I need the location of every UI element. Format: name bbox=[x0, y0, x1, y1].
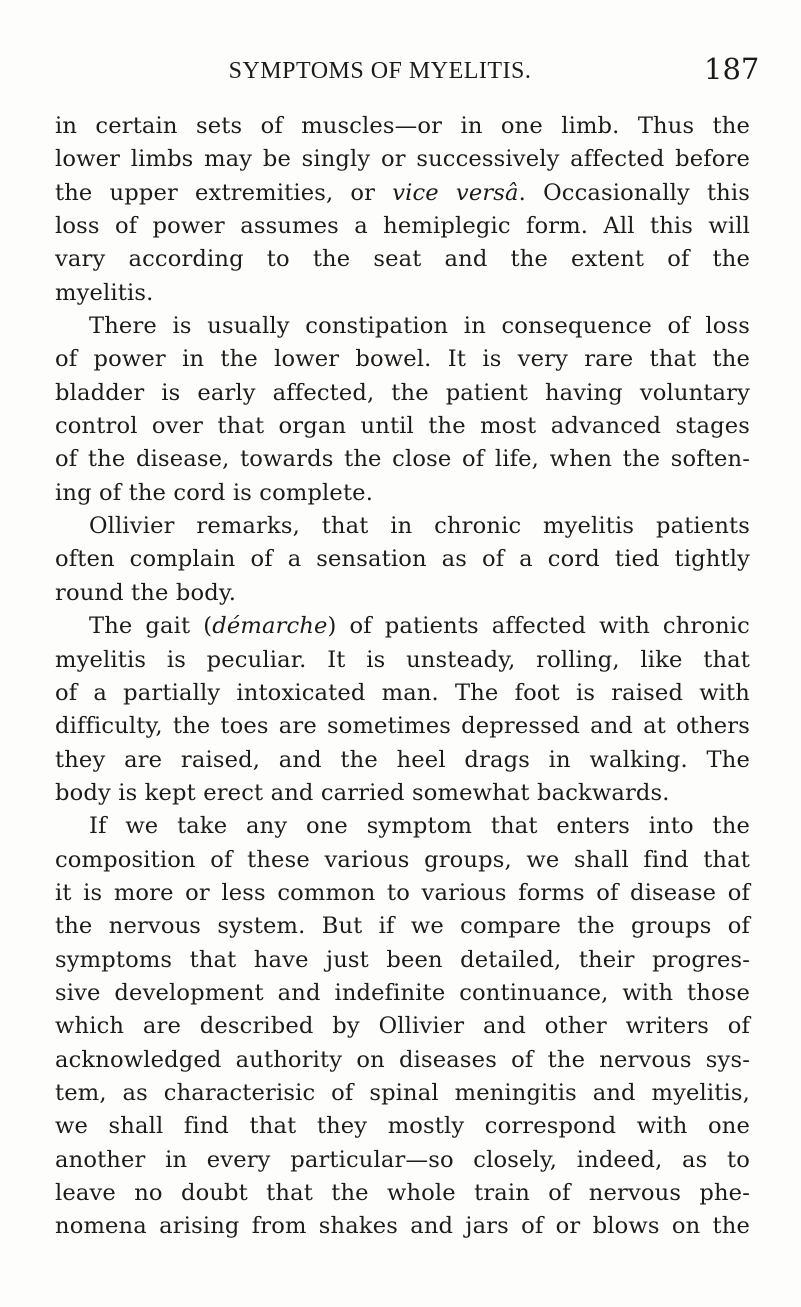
text-line: another in every particular—so closely, indeed, as to bbox=[55, 1146, 750, 1173]
paragraph-first-line bbox=[55, 610, 750, 643]
text-line: control over that organ until the most advanced stages bbox=[55, 413, 750, 440]
text-line: often complain of a sensation as of a cord tied tightly bbox=[55, 546, 750, 573]
italic-phrase: vice versâ bbox=[392, 179, 519, 206]
text-run: the upper extremities, or bbox=[55, 179, 393, 206]
text-line: the nervous system. But if we compare the groups of bbox=[55, 913, 750, 940]
running-title: SYMPTOMS OF MYELITIS. bbox=[228, 58, 532, 84]
text-line: vary according to the seat and the extent of the bbox=[55, 246, 750, 273]
paragraph-first-line: There is usually constipation in consequence of loss bbox=[89, 313, 750, 340]
text-line: they are raised, and the heel drags in walking. The bbox=[55, 746, 750, 773]
text-line: of power in the lower bowel. It is very rare that the bbox=[55, 346, 750, 373]
paragraph-first-line: Ollivier remarks, that in chronic myelitis patients bbox=[89, 513, 750, 540]
text-line: symptoms that have just been detailed, their progres- bbox=[55, 946, 750, 973]
text-line: in certain sets of muscles—or in one limb. Thus the bbox=[55, 113, 750, 139]
text-line: it is more or less common to various forms of disease of bbox=[55, 879, 750, 906]
text-line bbox=[55, 177, 750, 210]
text-line: loss of power assumes a hemiplegic form. All this will bbox=[55, 213, 750, 240]
text-line: composition of these various groups, we shall find that bbox=[55, 846, 750, 873]
text-line: myelitis. bbox=[55, 279, 154, 306]
text-line: difficulty, the toes are sometimes depressed and at others bbox=[55, 713, 750, 740]
text-line: of the disease, towards the close of life, when the soften- bbox=[55, 446, 750, 473]
text-run: . Occasionally this bbox=[518, 179, 751, 206]
text-line: acknowledged authority on diseases of the nervous sys- bbox=[55, 1046, 750, 1073]
text-line: bladder is early affected, the patient having voluntary bbox=[55, 379, 750, 406]
text-line: which are described by Ollivier and other writers of bbox=[55, 1013, 750, 1040]
text-line: round the body. bbox=[55, 579, 237, 606]
text-line: myelitis is peculiar. It is unsteady, rolling, like that bbox=[55, 646, 750, 673]
text-line: of a partially intoxicated man. The foot is raised with bbox=[55, 679, 750, 706]
body-text bbox=[55, 110, 750, 1244]
italic-phrase: démarche bbox=[212, 613, 328, 640]
text-line: body is kept erect and carried somewhat backwards. bbox=[55, 779, 670, 806]
page-number: 187 bbox=[704, 52, 760, 86]
text-line: lower limbs may be singly or successively affected before bbox=[55, 146, 750, 173]
text-line: sive development and indefinite continuance, with those bbox=[55, 979, 750, 1006]
text-run: The gait ( bbox=[89, 613, 213, 640]
text-line: we shall find that they mostly correspond with one bbox=[55, 1113, 750, 1140]
text-line: leave no doubt that the whole train of nervous phe- bbox=[55, 1180, 750, 1206]
paragraph-first-line: If we take any one symptom that enters into the bbox=[89, 813, 750, 840]
text-line: nomena arising from shakes and jars of or blows on the bbox=[55, 1213, 750, 1240]
text-line: ing of the cord is complete. bbox=[55, 479, 374, 506]
text-line: tem, as characterisic of spinal meningitis and myelitis, bbox=[55, 1079, 750, 1106]
running-head bbox=[0, 52, 801, 98]
text-run: ) of patients affected with chronic bbox=[327, 613, 750, 640]
